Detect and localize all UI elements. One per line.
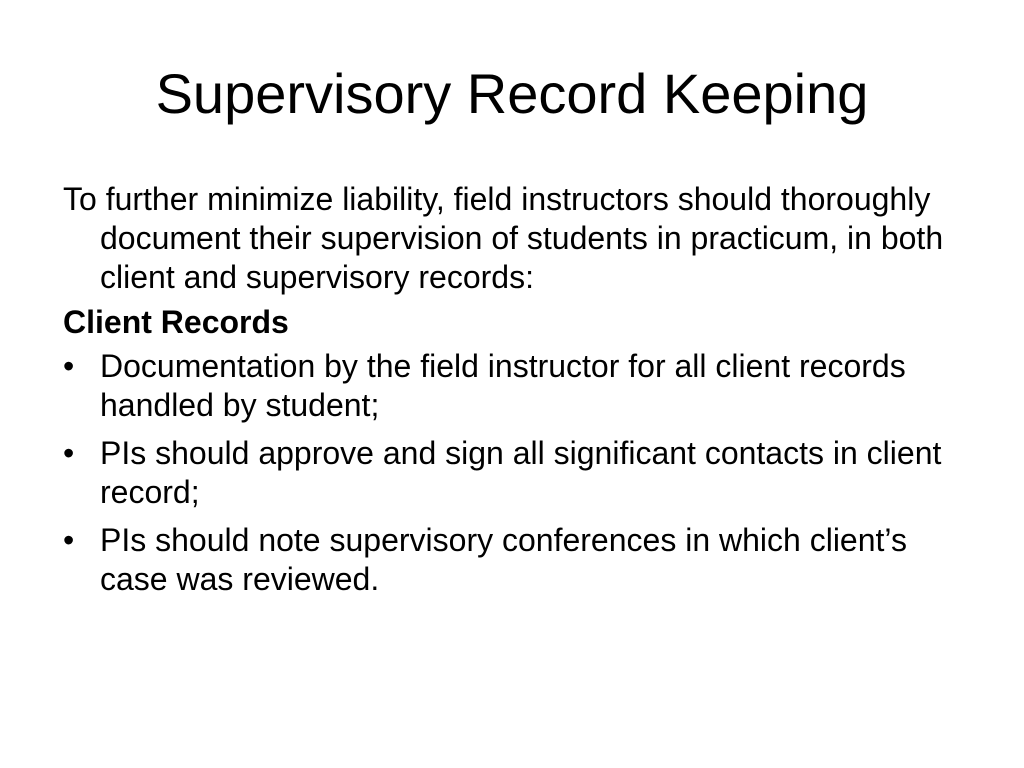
- bullet-item: [63, 521, 973, 599]
- intro-paragraph: To further minimize liability, field instructors should thoroughly document their supervision of students in practicum, in both client and supervisory records:: [63, 181, 944, 295]
- slide-body: [63, 180, 973, 608]
- slide-title: Supervisory Record Keeping: [155, 62, 869, 125]
- bullet-item: [63, 434, 973, 512]
- bullet-icon: •: [63, 522, 75, 558]
- bullet-icon: •: [63, 348, 75, 384]
- bullet-text: PIs should approve and sign all significant contacts in client record;: [100, 435, 942, 510]
- bullet-icon: •: [63, 435, 75, 471]
- bullet-item: [63, 347, 973, 425]
- bullet-text: Documentation by the field instructor for all client records handled by student;: [100, 348, 906, 423]
- bullet-text: PIs should note supervisory conferences in which client’s case was reviewed.: [100, 522, 907, 597]
- client-records-heading: Client Records: [63, 304, 289, 340]
- bullet-list: [63, 347, 973, 599]
